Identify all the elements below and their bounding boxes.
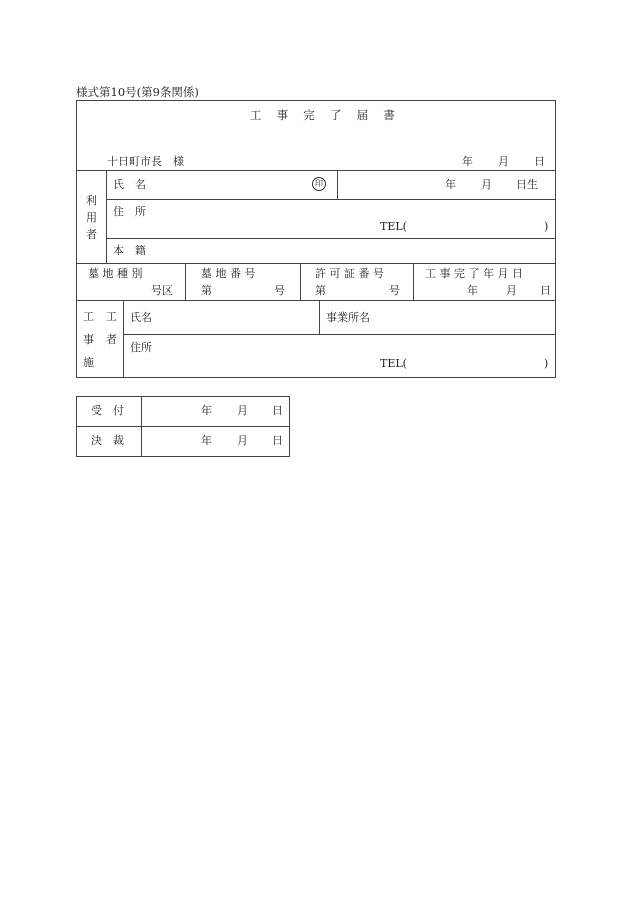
receipt-year: 年: [201, 404, 212, 417]
contractor-address-label: 住所: [130, 341, 152, 354]
user-tel-open: TEL(: [380, 220, 407, 233]
completion-day: 日: [540, 284, 551, 297]
submit-date-month: 月: [498, 155, 509, 168]
seal-icon: 印: [312, 177, 326, 191]
decision-month: 月: [237, 434, 248, 447]
decision-day: 日: [272, 434, 283, 447]
permit-number-label: 許 可 証 番 号: [315, 267, 384, 280]
grave-number-suffix: 号: [274, 284, 285, 297]
contractor-header-char-3: 施: [83, 356, 94, 369]
user-header-char-2: 用: [86, 211, 97, 224]
user-tel-close: ): [544, 220, 549, 233]
birth-day-suffix: 日生: [516, 178, 538, 191]
contractor-header-char-2: 事: [83, 333, 94, 346]
user-address-label: 住 所: [113, 205, 146, 218]
grave-type-label: 墓 地 種 別: [88, 267, 143, 280]
user-header-char-3: 者: [86, 228, 97, 241]
birth-year: 年: [445, 178, 456, 191]
submit-date-year: 年: [462, 155, 473, 168]
permit-number-suffix: 号: [389, 284, 400, 297]
form-number-label: 様式第10号(第9条関係): [76, 85, 199, 99]
completion-year: 年: [467, 284, 478, 297]
contractor-header-char-4: 工: [106, 310, 117, 323]
decision-label: 決 裁: [91, 434, 124, 447]
contractor-name-label: 氏名: [130, 311, 152, 324]
submit-date-day: 日: [534, 155, 545, 168]
addressee: 十日町市長 様: [107, 155, 184, 168]
user-header-char-1: 利: [86, 194, 97, 207]
decision-year: 年: [201, 434, 212, 447]
birth-month: 月: [481, 178, 492, 191]
grave-number-label: 墓 地 番 号: [201, 267, 256, 280]
contractor-header-char-1: 工: [83, 310, 94, 323]
completion-date-label: 工 事 完 了 年 月 日: [425, 267, 523, 280]
contractor-tel-open: TEL(: [380, 357, 407, 370]
user-name-label: 氏 名: [113, 178, 146, 191]
completion-month: 月: [506, 284, 517, 297]
contractor-tel-close: ): [544, 357, 549, 370]
contractor-office-label: 事業所名: [326, 311, 370, 324]
contractor-header-char-5: 者: [106, 333, 117, 346]
receipt-label: 受 付: [91, 404, 124, 417]
grave-number-prefix: 第: [201, 284, 212, 297]
grave-type-suffix: 号区: [151, 284, 173, 297]
receipt-day: 日: [272, 404, 283, 417]
form-title: 工 事 完 了 届 書: [250, 108, 401, 122]
permit-number-prefix: 第: [315, 284, 326, 297]
domicile-label: 本 籍: [113, 244, 146, 257]
receipt-month: 月: [237, 404, 248, 417]
